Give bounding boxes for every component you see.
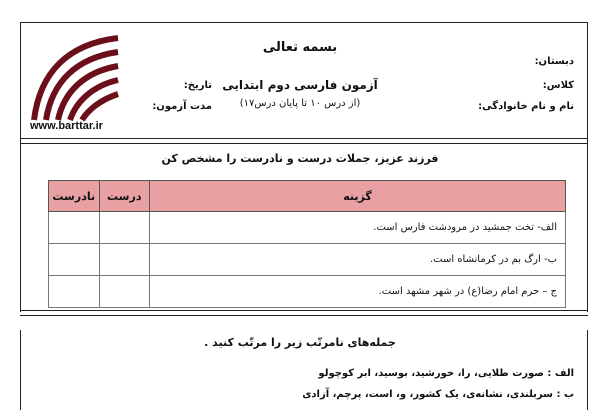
table-header-row — [49, 181, 566, 212]
true-false-table — [48, 180, 566, 308]
bismillah-heading: بسمه تعالی — [262, 40, 338, 55]
section1-instruction: فرزند عزیز، جملات درست و نادرست را مشخص کن — [161, 152, 439, 165]
correct-answer-cell[interactable] — [99, 212, 149, 244]
exam-title: آزمون فارسی دوم ابتدایی — [222, 78, 378, 92]
class-label: کلاس: — [542, 80, 574, 91]
scrambled-sentence: الف : صورت طلایی، را، خورشید، بوسید، ابر کوچولو — [318, 368, 574, 379]
date-label: تاریخ: — [183, 80, 212, 91]
correct-answer-cell[interactable] — [99, 244, 149, 276]
correct-answer-cell[interactable] — [99, 276, 149, 308]
table-row — [49, 244, 566, 276]
incorrect-answer-cell[interactable] — [49, 212, 100, 244]
header-option: گزینه — [150, 181, 566, 212]
school-label: دبستان: — [534, 56, 574, 67]
incorrect-answer-cell[interactable] — [49, 276, 100, 308]
section-divider — [20, 310, 588, 316]
website-url: www.barttar.ir — [30, 120, 103, 132]
scrambled-sentence: ب : سربلندی، نشانه‌ی، یک کشور، و، است، پرچم، آزادی — [302, 389, 574, 400]
statement-text: ب- ارگ بم در کرمانشاه است. — [150, 244, 566, 276]
exam-range: (از درس ۱۰ تا پایان درس۱۷) — [239, 98, 361, 109]
duration-label: مدت آزمون: — [152, 101, 212, 112]
name-label: نام و نام خانوادگی: — [478, 101, 574, 112]
table-row — [49, 276, 566, 308]
incorrect-answer-cell[interactable] — [49, 244, 100, 276]
statement-text: ج – حرم امام رضا(ع) در شهر مشهد است. — [150, 276, 566, 308]
header-correct: درست — [99, 181, 149, 212]
barttar-logo — [28, 32, 120, 122]
section2-instruction: جمله‌های نامرتّب زیر را مرتّب کنید . — [204, 336, 396, 349]
statement-text: الف- تخت جمشید در مرودشت فارس است. — [150, 212, 566, 244]
table-row — [49, 212, 566, 244]
header-incorrect: نادرست — [49, 181, 100, 212]
